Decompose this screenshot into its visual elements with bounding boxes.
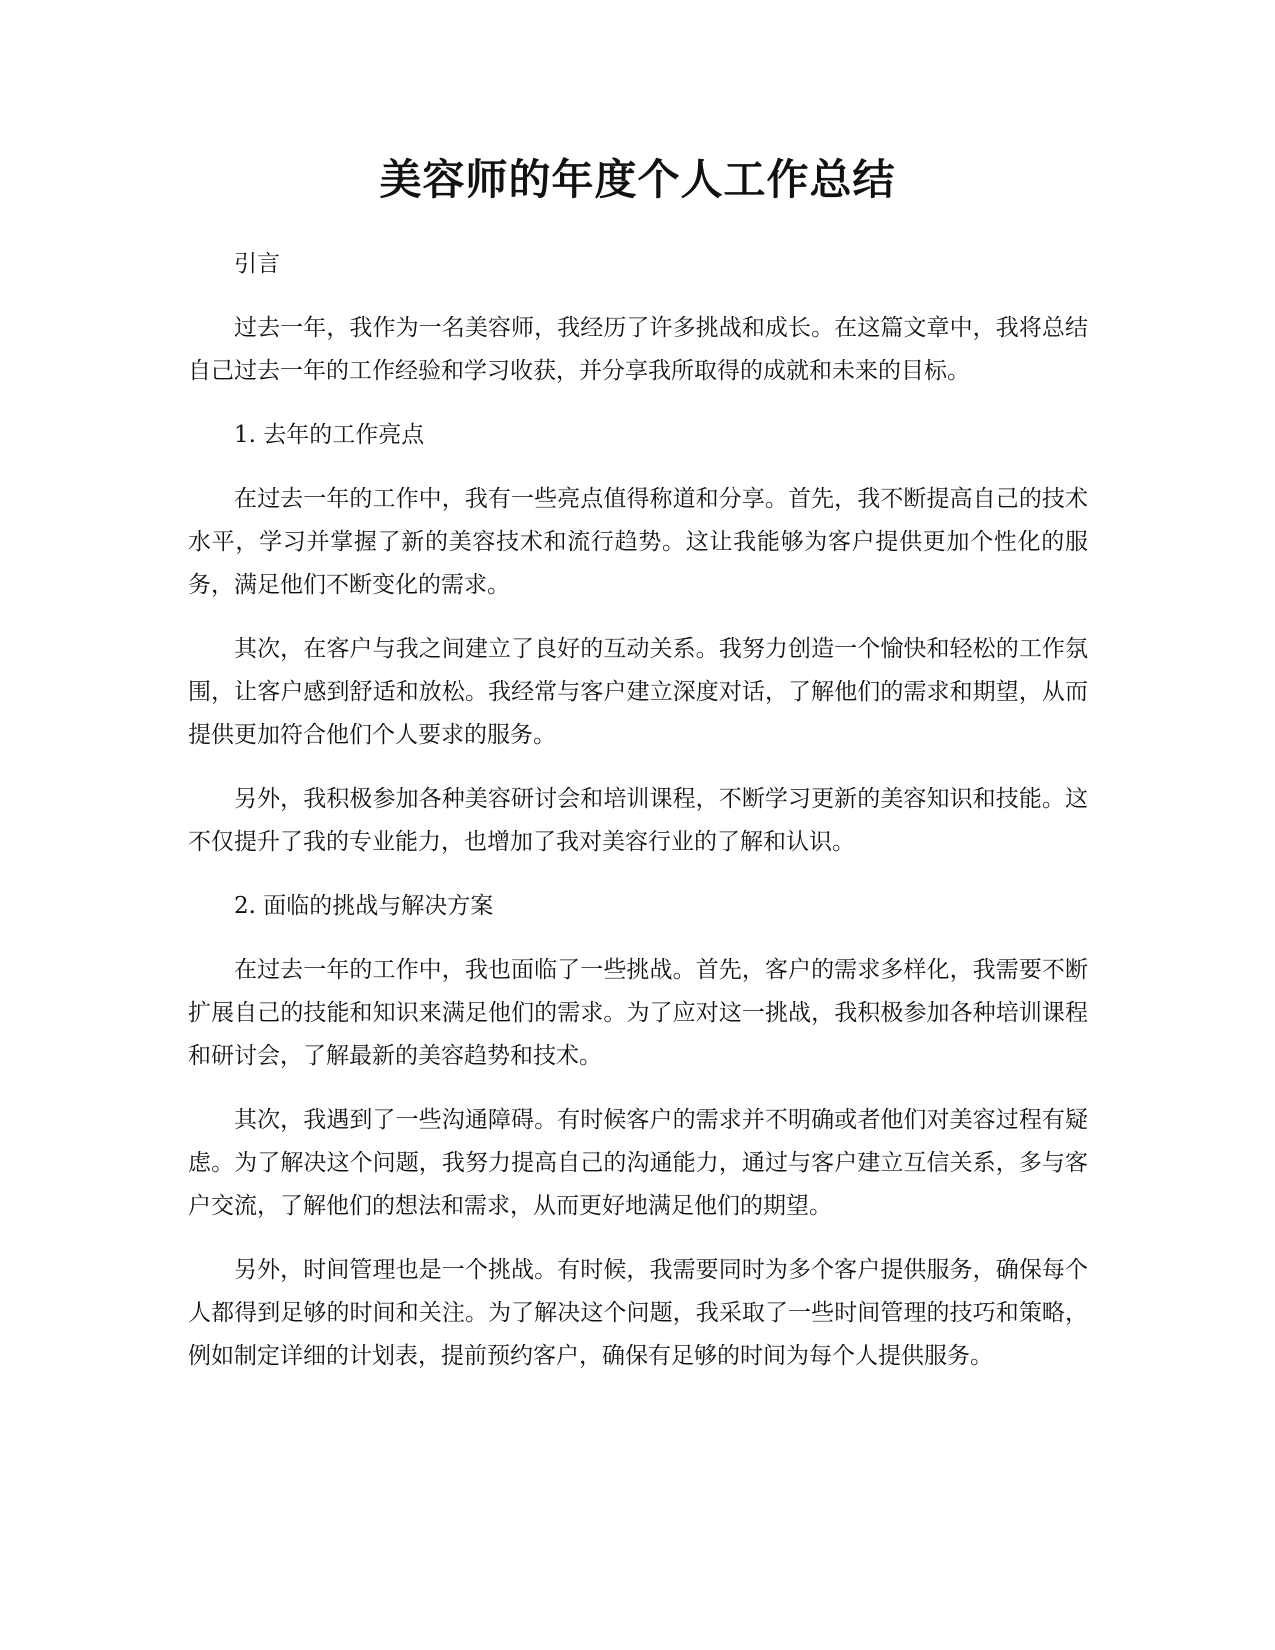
paragraph-highlights-1: 在过去一年的工作中，我有一些亮点值得称道和分享。首先，我不断提高自己的技术水平，学习并掌握了新的美容技术和流行趋势。这让我能够为客户提供更加个性化的服务，满足他们不断变化的需求。	[188, 486, 1088, 598]
paragraph-intro-heading: 引言	[234, 251, 280, 277]
document-body	[188, 243, 1088, 1399]
paragraph-challenges-1: 在过去一年的工作中，我也面临了一些挑战。首先，客户的需求多样化，我需要不断扩展自己的技能和知识来满足他们的需求。为了应对这一挑战，我积极参加各种培训课程和研讨会，了解最新的美容趋势和技术。	[188, 957, 1088, 1069]
section-heading-highlights: 1. 去年的工作亮点	[234, 422, 425, 448]
paragraph-highlights-3: 另外，我积极参加各种美容研讨会和培训课程，不断学习更新的美容知识和技能。这不仅提升了我的专业能力，也增加了我对美容行业的了解和认识。	[188, 786, 1088, 855]
paragraph-challenges-3: 另外，时间管理也是一个挑战。有时候，我需要同时为多个客户提供服务，确保每个人都得到足够的时间和关注。为了解决这个问题，我采取了一些时间管理的技巧和策略，例如制定详细的计划表，提前预约客户，确保有足够的时间为每个人提供服务。	[188, 1257, 1088, 1369]
paragraph-intro: 过去一年，我作为一名美容师，我经历了许多挑战和成长。在这篇文章中，我将总结自己过去一年的工作经验和学习收获，并分享我所取得的成就和未来的目标。	[188, 315, 1088, 384]
paragraph-challenges-2: 其次，我遇到了一些沟通障碍。有时候客户的需求并不明确或者他们对美容过程有疑虑。为了解决这个问题，我努力提高自己的沟通能力，通过与客户建立互信关系，多与客户交流，了解他们的想法和需求，从而更好地满足他们的期望。	[188, 1107, 1088, 1219]
section-heading-challenges: 2. 面临的挑战与解决方案	[234, 893, 494, 919]
paragraph-highlights-2: 其次，在客户与我之间建立了良好的互动关系。我努力创造一个愉快和轻松的工作氛围，让客户感到舒适和放松。我经常与客户建立深度对话，了解他们的需求和期望，从而提供更加符合他们个人要求的服务。	[188, 636, 1088, 748]
document-title: 美容师的年度个人工作总结	[379, 155, 896, 204]
